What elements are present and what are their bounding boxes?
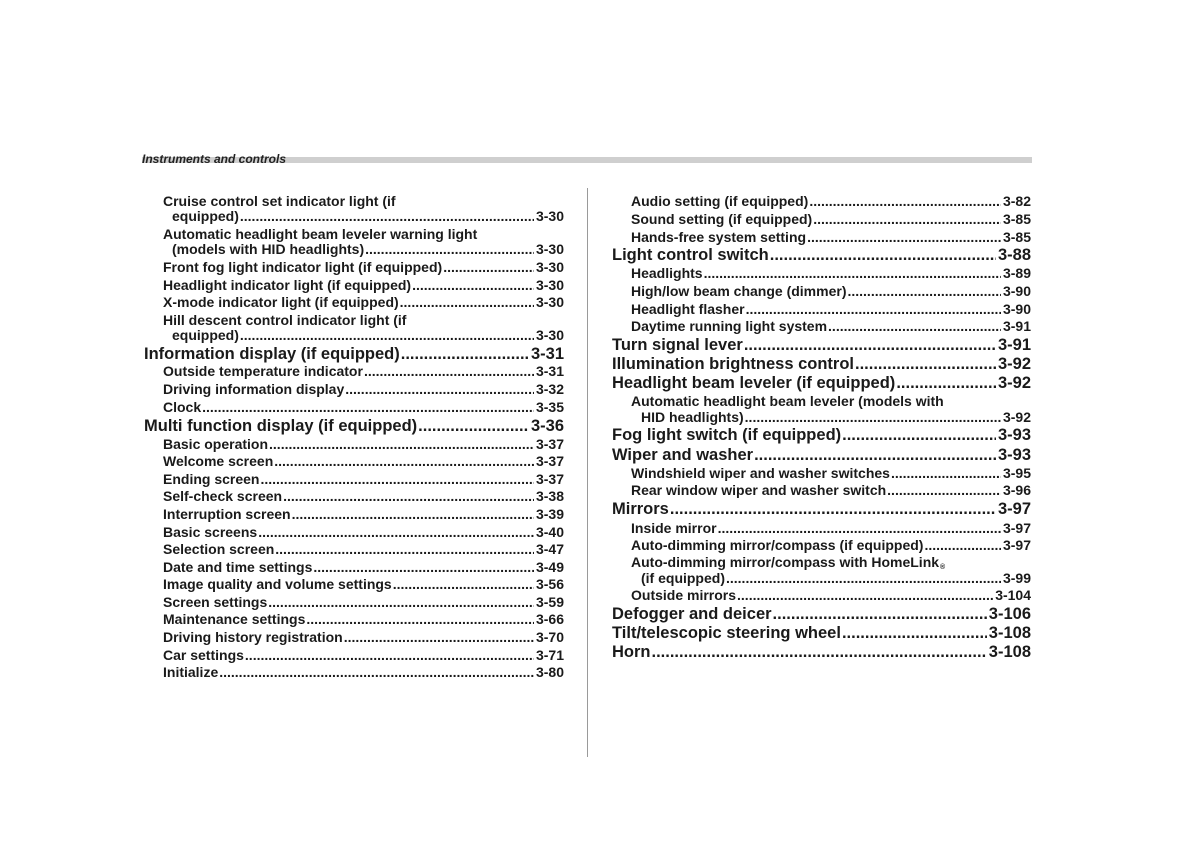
toc-page-number: 3-91 (1002, 318, 1031, 334)
toc-entry-title: Auto-dimming mirror/compass (if equipped) (631, 537, 924, 553)
toc-leader-dots (744, 336, 996, 355)
toc-leader-dots (773, 605, 987, 624)
toc-page-number: 3-30 (535, 259, 564, 275)
toc-leader-dots (891, 465, 1001, 482)
toc-entry-first-line: Auto-dimming mirror/compass with HomeLink® (631, 554, 946, 571)
toc-entry-title: Initialize (163, 664, 219, 680)
toc-entry-title: X-mode indicator light (if equipped) (163, 294, 399, 310)
toc-leader-dots (726, 570, 1001, 587)
toc-entry-title: Rear window wiper and washer switch (631, 482, 887, 498)
toc-chapter-entry[interactable] (612, 643, 1031, 662)
toc-subentry[interactable] (641, 570, 1031, 587)
toc-entry-title: Welcome screen (163, 453, 274, 469)
toc-page-number: 3-39 (535, 506, 564, 522)
toc-chapter-entry[interactable] (612, 500, 1031, 519)
toc-page-number: 3-92 (997, 355, 1031, 373)
toc-page-number: 3-95 (1002, 465, 1031, 481)
toc-subentry[interactable] (641, 409, 1031, 426)
toc-entry-title: Light control switch (612, 246, 769, 264)
toc-leader-dots (842, 624, 987, 643)
toc-entry-title: Selection screen (163, 541, 275, 557)
toc-chapter-entry[interactable] (612, 246, 1031, 265)
toc-page-number: 3-88 (997, 246, 1031, 264)
toc-page-number: 3-71 (535, 647, 564, 663)
toc-page-number: 3-108 (988, 643, 1031, 661)
toc-page-number: 3-56 (535, 576, 564, 592)
toc-page-number: 3-82 (1002, 193, 1031, 209)
toc-entry-title: Wiper and washer (612, 446, 754, 464)
toc-page-number: 3-97 (1002, 520, 1031, 536)
toc-chapter-entry[interactable] (612, 605, 1031, 624)
toc-entry-title: HID headlights) (641, 409, 744, 425)
toc-leader-dots (847, 283, 1000, 300)
toc-entry-title: Daytime running light system (631, 318, 828, 334)
toc-entry-title: Fog light switch (if equipped) (612, 426, 842, 444)
toc-entry-first-line: Automatic headlight beam leveler warning light (163, 226, 478, 242)
toc-chapter-entry[interactable] (612, 624, 1031, 643)
toc-entry-title: Car settings (163, 647, 244, 663)
toc-leader-dots (896, 374, 996, 393)
toc-subentry[interactable] (631, 229, 1031, 246)
toc-page-number: 3-93 (997, 426, 1031, 444)
toc-subentry[interactable] (631, 265, 1031, 282)
toc-chapter-entry[interactable] (612, 355, 1031, 374)
toc-page-number: 3-30 (535, 277, 564, 293)
toc-entry-first-line: Hill descent control indicator light (if (163, 312, 407, 328)
toc-chapter-entry[interactable] (612, 446, 1031, 465)
toc-entry-first-line: Cruise control set indicator light (if (163, 193, 396, 209)
toc-leader-dots (828, 318, 1001, 335)
toc-leader-dots (809, 193, 1001, 210)
toc-entry-title: Tilt/telescopic steering wheel (612, 624, 841, 642)
toc-entry-title: Multi function display (if equipped) (144, 417, 418, 435)
toc-entry-title: Outside mirrors (631, 587, 737, 603)
toc-entry-title: Hands-free system setting (631, 229, 807, 245)
toc-entry-first-line: Automatic headlight beam leveler (models with (631, 393, 944, 409)
toc-chapter-entry[interactable] (612, 336, 1031, 355)
toc-entry-title: Information display (if equipped) (144, 345, 400, 363)
toc-subentry[interactable] (631, 465, 1031, 482)
toc-entry-title: Inside mirror (631, 520, 717, 536)
toc-page-number: 3-80 (535, 664, 564, 680)
toc-page-number: 3-30 (535, 241, 564, 257)
toc-entry-title: Maintenance settings (163, 611, 306, 627)
toc-page-number: 3-49 (535, 559, 564, 575)
toc-entry-title: Turn signal lever (612, 336, 743, 354)
toc-entry-title: Clock (163, 399, 202, 415)
toc-entry-title: Driving information display (163, 381, 345, 397)
toc-subentry[interactable] (631, 587, 1031, 604)
toc-entry-title: Driving history registration (163, 629, 343, 645)
toc-page-number: 3-30 (535, 294, 564, 310)
toc-page-number: 3-92 (997, 374, 1031, 392)
toc-page-number: 3-104 (995, 587, 1031, 603)
toc-entry-title: Mirrors (612, 500, 669, 518)
toc-page-number: 3-66 (535, 611, 564, 627)
toc-entry-title: Headlight indicator light (if equipped) (163, 277, 412, 293)
toc-leader-dots (754, 446, 996, 465)
toc-leader-dots (745, 409, 1001, 426)
toc-page-number: 3-70 (535, 629, 564, 645)
toc-leader-dots (670, 500, 996, 519)
toc-page-number: 3-37 (535, 436, 564, 452)
toc-page-number: 3-89 (1002, 265, 1031, 281)
registered-mark: ® (940, 564, 946, 571)
toc-leader-dots (704, 265, 1001, 282)
toc-leader-dots (770, 246, 996, 265)
toc-leader-dots (924, 537, 1001, 554)
toc-entry-title: Basic screens (163, 524, 258, 540)
section-title: Instruments and controls (142, 152, 287, 166)
toc-entry-title: Headlight flasher (631, 301, 745, 317)
toc-page-number: 3-99 (1002, 570, 1031, 586)
toc-subentry[interactable] (631, 520, 1031, 537)
toc-entry-title: Screen settings (163, 594, 268, 610)
toc-page-number: 3-96 (1002, 482, 1031, 498)
toc-subentry[interactable] (631, 482, 1031, 499)
toc-page-number: 3-90 (1002, 283, 1031, 299)
toc-page-number: 3-106 (988, 605, 1031, 623)
toc-entry-title: Defogger and deicer (612, 605, 772, 623)
toc-page-number: 3-37 (535, 453, 564, 469)
toc-subentry[interactable] (631, 211, 1031, 228)
toc-page-number: 3-38 (535, 488, 564, 504)
toc-subentry[interactable] (631, 193, 1031, 210)
toc-page-number: 3-30 (535, 327, 564, 343)
toc-subentry[interactable] (631, 537, 1031, 554)
toc-page-number: 3-31 (535, 363, 564, 379)
toc-entry-title: High/low beam change (dimmer) (631, 283, 847, 299)
toc-entry-title: Outside temperature indicator (163, 363, 363, 379)
toc-leader-dots (737, 587, 993, 604)
toc-leader-dots (813, 211, 1001, 228)
toc-page-number: 3-40 (535, 524, 564, 540)
toc-leader-dots (842, 426, 996, 445)
toc-entry-title: Basic operation (163, 436, 269, 452)
toc-entry-title: (if equipped) (641, 570, 725, 586)
toc-entry-title: Sound setting (if equipped) (631, 211, 813, 227)
toc-page-number: 3-91 (997, 336, 1031, 354)
toc-page-number: 3-90 (1002, 301, 1031, 317)
toc-leader-dots (887, 482, 1001, 499)
toc-entry-title: (models with HID headlights) (172, 241, 365, 257)
toc-subentry[interactable] (631, 301, 1031, 318)
toc-page-number: 3-32 (535, 381, 564, 397)
toc-entry-title: Interruption screen (163, 506, 291, 522)
toc-page-number: 3-92 (1002, 409, 1031, 425)
toc-page-number: 3-108 (988, 624, 1031, 642)
toc-page-number: 3-97 (997, 500, 1031, 518)
toc-entry-title: Date and time settings (163, 559, 313, 575)
toc-leader-dots (807, 229, 1001, 246)
toc-subentry[interactable] (631, 318, 1031, 335)
toc-entry-title: Headlights (631, 265, 703, 281)
toc-leader-dots (718, 520, 1001, 537)
toc-entry-title: Illumination brightness control (612, 355, 855, 373)
toc-entry-title: Horn (612, 643, 651, 661)
toc-page-number: 3-37 (535, 471, 564, 487)
toc-entry-title: Windshield wiper and washer switches (631, 465, 890, 481)
toc-entry-title: equipped) (172, 327, 239, 343)
toc-page-number: 3-31 (530, 345, 564, 363)
toc-leader-dots (652, 643, 987, 662)
toc-page-number: 3-85 (1002, 229, 1031, 245)
toc-page-number: 3-47 (535, 541, 564, 557)
toc-entry-title: Self-check screen (163, 488, 283, 504)
toc-leader-dots (746, 301, 1001, 318)
toc-entry-title: Audio setting (if equipped) (631, 193, 809, 209)
toc-entry-title: equipped) (172, 208, 239, 224)
toc-entry-title: Headlight beam leveler (if equipped) (612, 374, 896, 392)
toc-subentry[interactable] (631, 283, 1031, 300)
toc-page-number: 3-35 (535, 399, 564, 415)
toc-page-number: 3-59 (535, 594, 564, 610)
toc-chapter-entry[interactable] (612, 374, 1031, 393)
toc-entry-title: Front fog light indicator light (if equipped) (163, 259, 443, 275)
toc-page-number: 3-85 (1002, 211, 1031, 227)
toc-page-number: 3-97 (1002, 537, 1031, 553)
toc-leader-dots (855, 355, 996, 374)
toc-chapter-entry[interactable] (612, 426, 1031, 445)
toc-page-number: 3-30 (535, 208, 564, 224)
toc-entry-title: Image quality and volume settings (163, 576, 392, 592)
toc-page-number: 3-93 (997, 446, 1031, 464)
toc-entry-title: Ending screen (163, 471, 260, 487)
toc-page-number: 3-36 (530, 417, 564, 435)
